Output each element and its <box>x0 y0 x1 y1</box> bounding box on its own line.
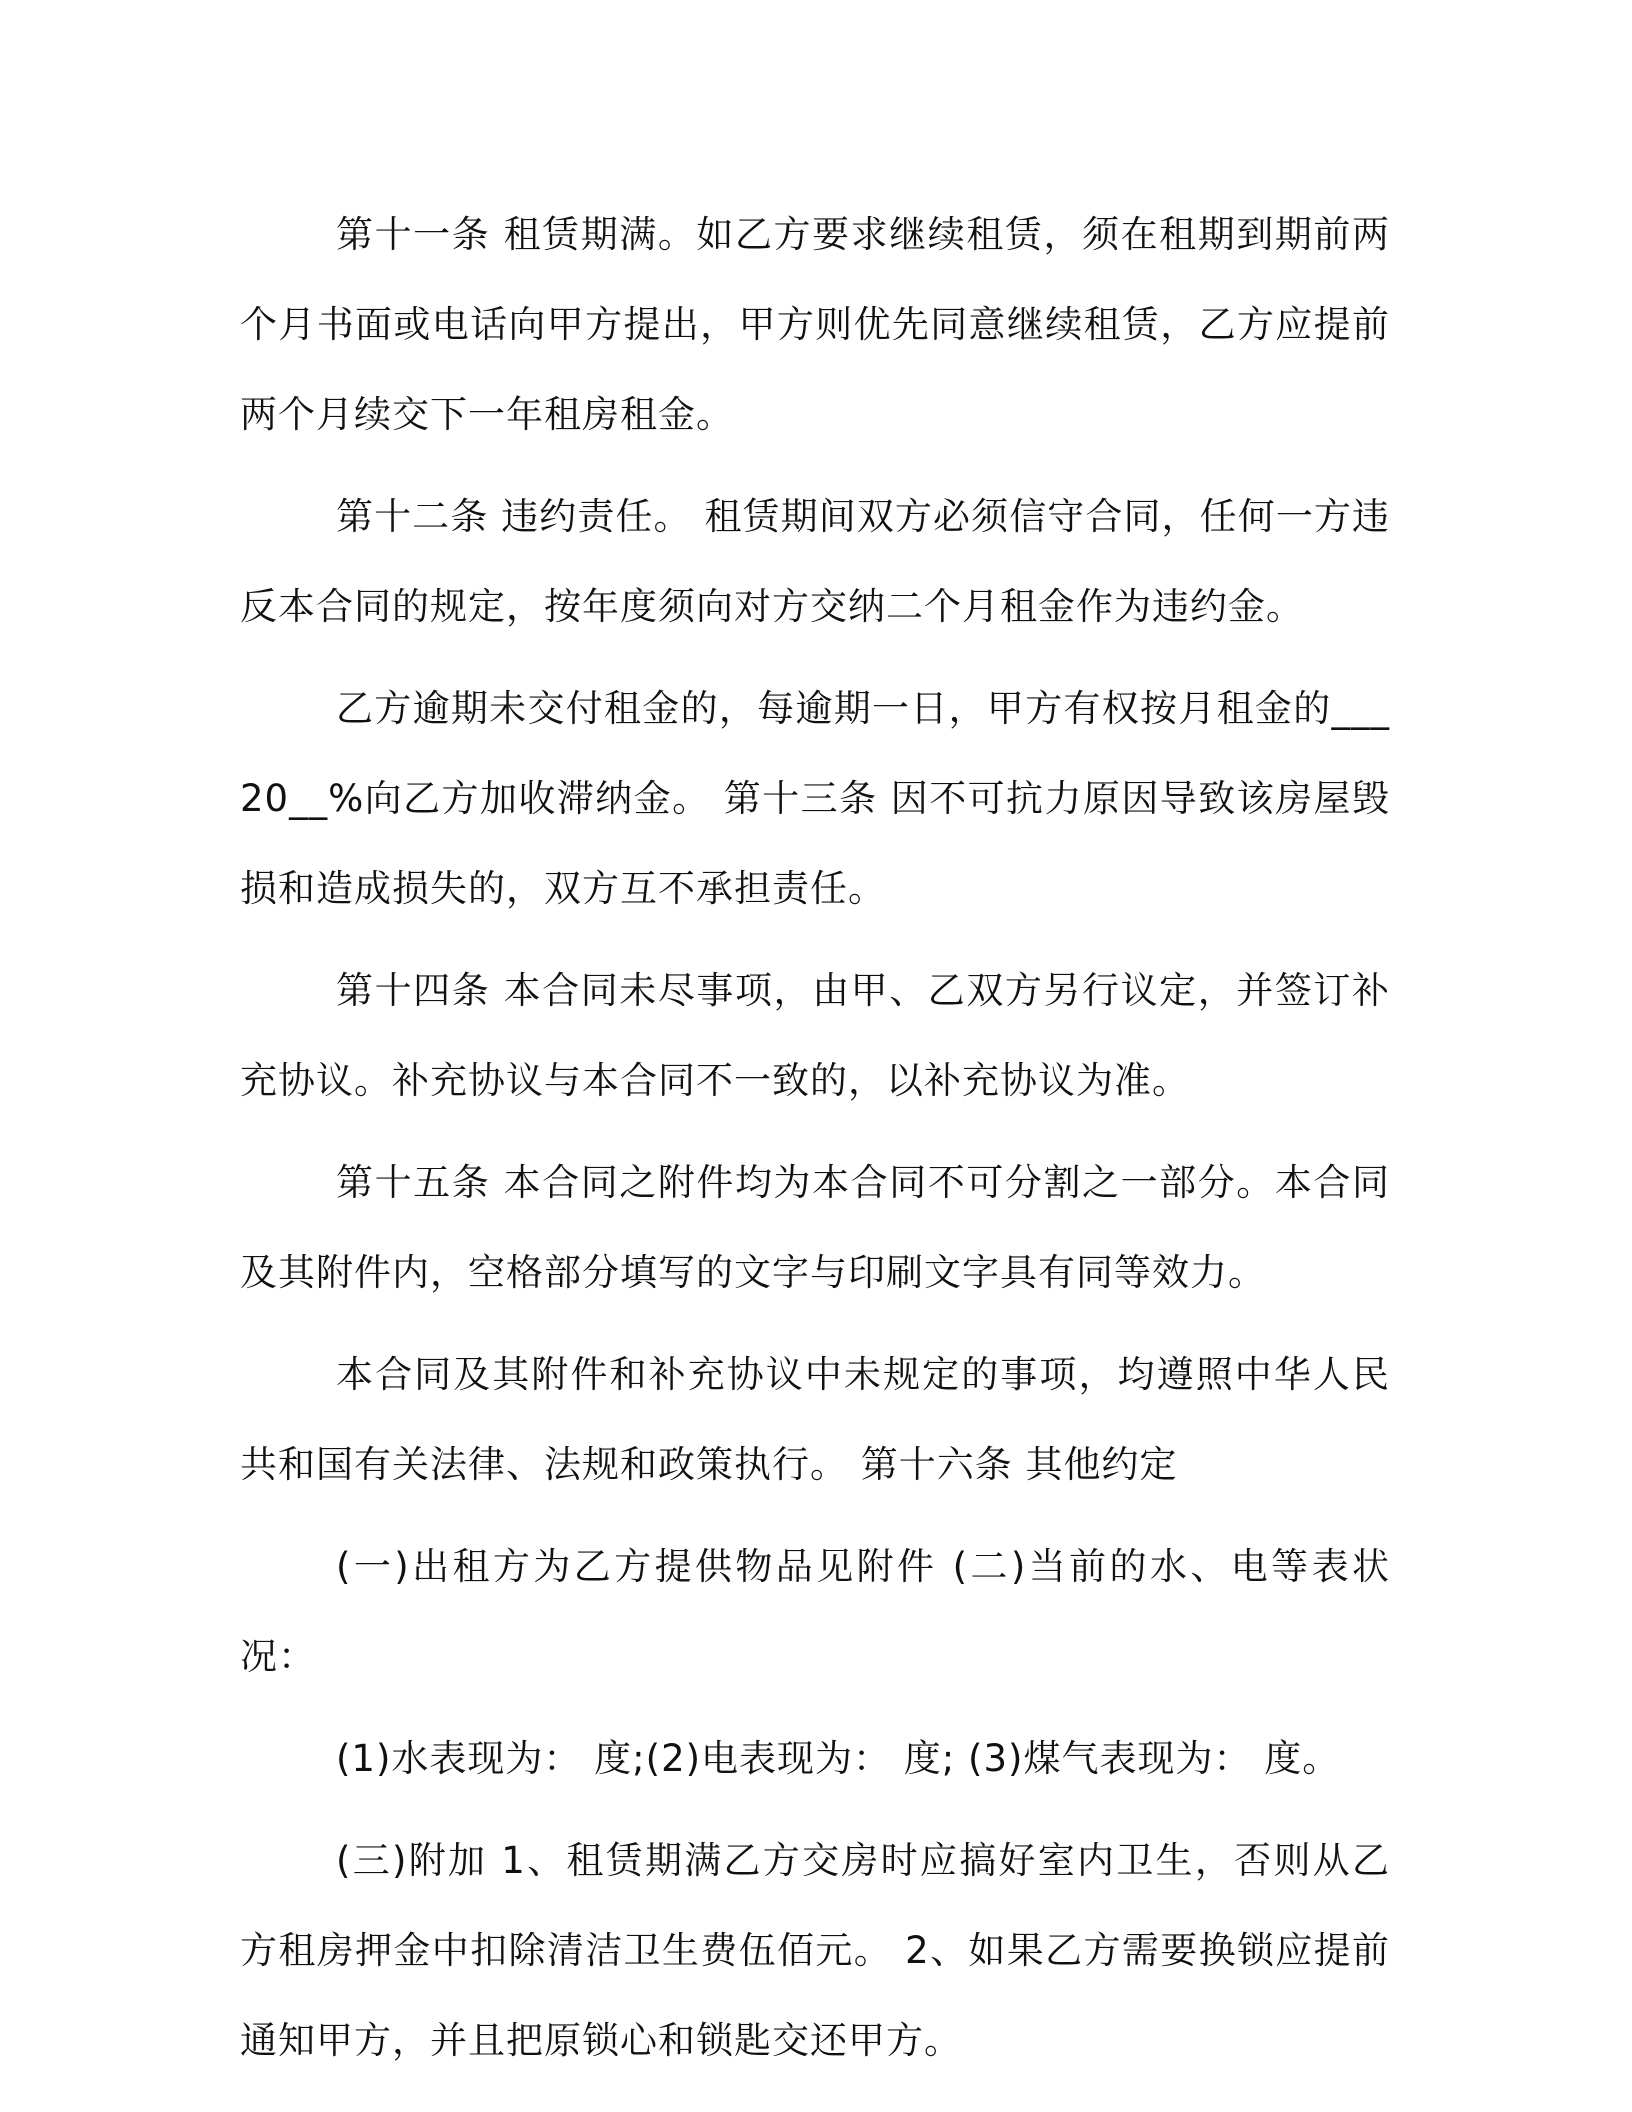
document-page <box>240 190 1390 2098</box>
paragraph-item-3-addendum: (三)附加 1、租赁期满乙方交房时应搞好室内卫生，否则从乙方租房押金中扣除清洁卫生费伍佰元。 2、如果乙方需要换锁应提前通知甲方，并且把原锁心和锁匙交还甲方。 <box>240 1839 1390 2062</box>
paragraph-article-12: 第十二条 违约责任。 租赁期间双方必须信守合同，任何一方违反本合同的规定，按年度须向对方交纳二个月租金作为违约金。 <box>240 495 1390 628</box>
paragraph-item-1-2: (一)出租方为乙方提供物品见附件 (二)当前的水、电等表状况： <box>240 1545 1390 1678</box>
paragraph-meter-readings: (1)水表现为： 度;(2)电表现为： 度; (3)煤气表现为： 度。 <box>336 1737 1341 1780</box>
paragraph-article-15: 第十五条 本合同之附件均为本合同不可分割之一部分。本合同及其附件内，空格部分填写的文字与印刷文字具有同等效力。 <box>240 1161 1390 1294</box>
paragraph-late-fee-article-13: 乙方逾期未交付租金的，每逾期一日，甲方有权按月租金的___20__%向乙方加收滞纳金。 第十三条 因不可抗力原因导致该房屋毁损和造成损失的，双方互不承担责任。 <box>240 687 1390 910</box>
paragraph-article-14: 第十四条 本合同未尽事项，由甲、乙双方另行议定，并签订补充协议。补充协议与本合同不一致的，以补充协议为准。 <box>240 969 1390 1102</box>
paragraph-law-article-16: 本合同及其附件和补充协议中未规定的事项，均遵照中华人民共和国有关法律、法规和政策执行。 第十六条 其他约定 <box>240 1353 1390 1486</box>
paragraph-article-11: 第十一条 租赁期满。如乙方要求继续租赁，须在租期到期前两个月书面或电话向甲方提出，甲方则优先同意继续租赁，乙方应提前两个月续交下一年租房租金。 <box>240 213 1390 436</box>
